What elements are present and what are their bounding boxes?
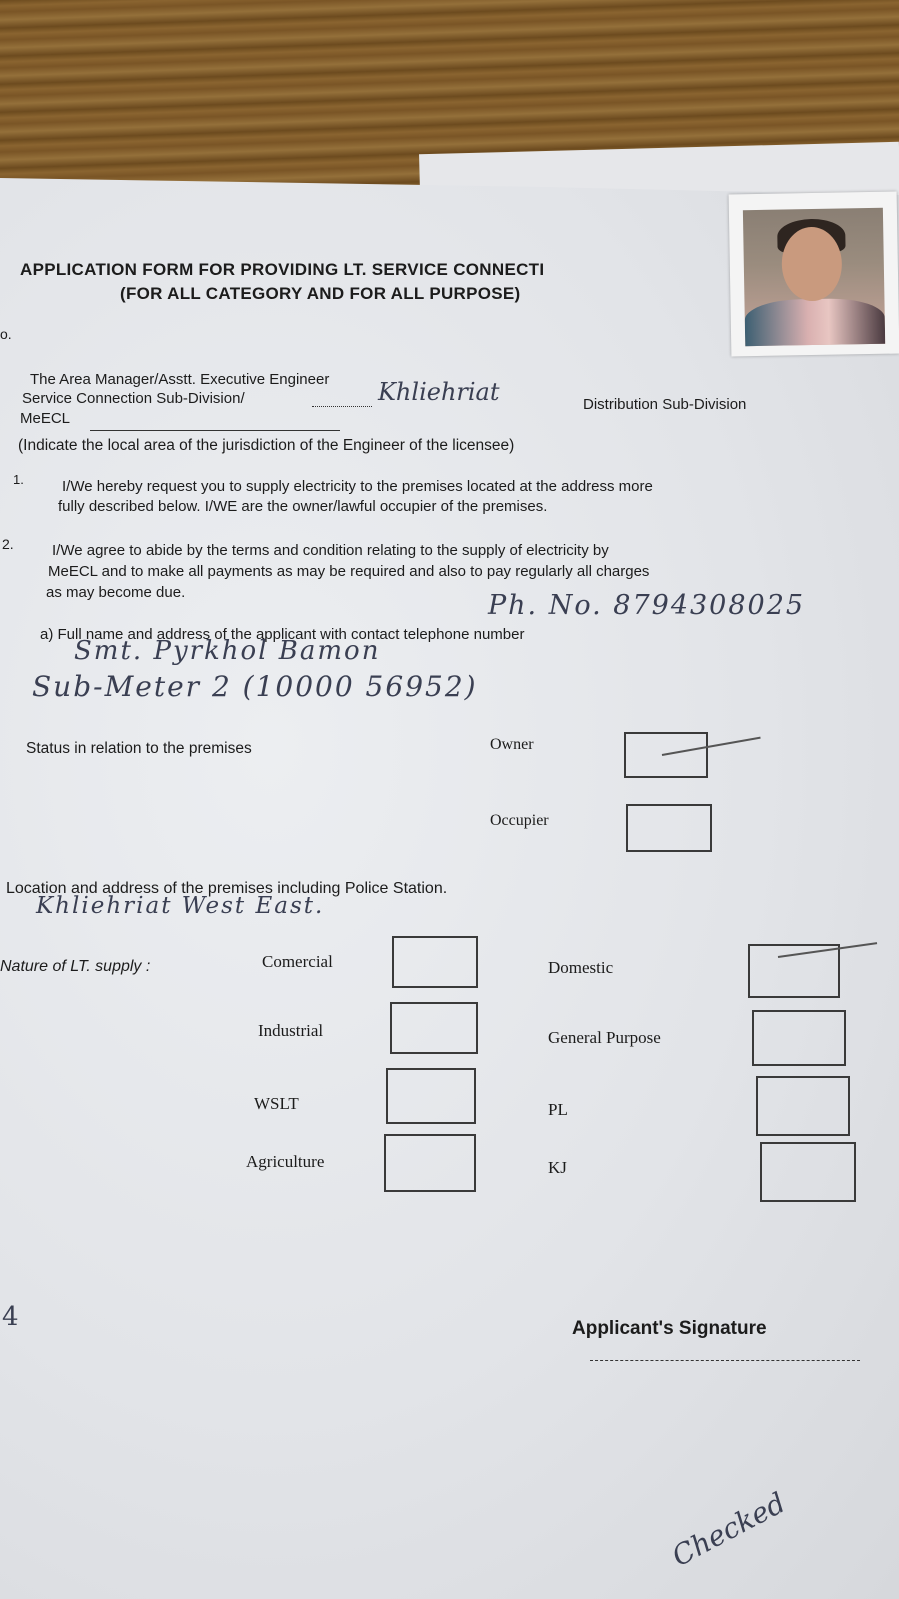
owner-label: Owner xyxy=(490,736,534,753)
supply-industrial-checkbox[interactable] xyxy=(390,1002,478,1054)
occupier-label: Occupier xyxy=(490,812,549,829)
item1-number: 1. xyxy=(13,472,24,487)
handwritten-location: Khliehriat West East. xyxy=(36,893,325,919)
handwritten-name: Smt. Pyrkhol Bamon xyxy=(74,636,381,666)
item1-line2: fully described below. I/WE are the owner/lawful occupier of the premises. xyxy=(58,498,548,515)
addressee-line3: MeECL xyxy=(20,410,71,427)
form-title: APPLICATION FORM FOR PROVIDING LT. SERVICE CONNECTI xyxy=(20,260,545,279)
supply-wslt-checkbox[interactable] xyxy=(386,1068,476,1124)
handwritten-subdivision: Khliehriat xyxy=(378,378,500,406)
handwritten-checked: Checked xyxy=(666,1486,791,1573)
addressee-line2-end: Distribution Sub-Division xyxy=(583,396,747,413)
handwritten-phone: Ph. No. 8794308025 xyxy=(488,590,806,621)
location-label: Location and address of the premises including Police Station. xyxy=(6,880,448,897)
name-label: a) Full name and address of the applicant with contact telephone number xyxy=(40,626,525,643)
addressee-line1: The Area Manager/Asstt. Executive Engineer xyxy=(30,371,330,388)
applicant-photo xyxy=(729,192,899,357)
supply-general-purpose-label: General Purpose xyxy=(548,1028,661,1047)
supply-agriculture-checkbox[interactable] xyxy=(384,1134,476,1192)
jurisdiction-note: (Indicate the local area of the jurisdiction of the Engineer of the licensee) xyxy=(18,437,515,454)
supply-agriculture-label: Agriculture xyxy=(246,1152,325,1171)
status-label: Status in relation to the premises xyxy=(26,740,252,757)
handwritten-meter: Sub-Meter 2 (10000 56952) xyxy=(32,670,478,703)
item2-number: 2. xyxy=(2,536,14,552)
supply-label: Nature of LT. supply : xyxy=(0,958,151,975)
margin-mark: o. xyxy=(0,326,12,342)
meecl-underline xyxy=(90,430,340,431)
supply-pl-label: PL xyxy=(548,1100,568,1119)
supply-kj-label: KJ xyxy=(548,1158,567,1177)
page-mark: 4 xyxy=(2,1302,19,1332)
subdivision-underline xyxy=(312,406,372,407)
supply-domestic-label: Domestic xyxy=(548,958,614,977)
supply-kj-checkbox[interactable] xyxy=(760,1142,856,1202)
item1-line1: I/We hereby request you to supply electricity to the premises located at the address more xyxy=(62,478,653,495)
supply-wslt-label: WSLT xyxy=(254,1094,299,1113)
item2-line1: I/We agree to abide by the terms and condition relating to the supply of electricity by xyxy=(52,542,609,559)
supply-comercial-label: Comercial xyxy=(262,952,333,971)
supply-domestic-checkbox[interactable] xyxy=(748,944,840,998)
item2-line2: MeECL and to make all payments as may be required and also to pay regularly all charges xyxy=(48,563,650,580)
supply-industrial-label: Industrial xyxy=(258,1021,324,1040)
supply-comercial-checkbox[interactable] xyxy=(392,936,478,988)
form-subtitle: (FOR ALL CATEGORY AND FOR ALL PURPOSE) xyxy=(120,284,521,303)
signature-label: Applicant's Signature xyxy=(572,1318,767,1339)
item2-line3: as may become due. xyxy=(46,584,186,601)
occupier-checkbox[interactable] xyxy=(626,804,712,852)
signature-line xyxy=(590,1360,860,1361)
supply-pl-checkbox[interactable] xyxy=(756,1076,850,1136)
addressee-line2: Service Connection Sub-Division/ xyxy=(22,390,245,407)
supply-general-purpose-checkbox[interactable] xyxy=(752,1010,846,1066)
